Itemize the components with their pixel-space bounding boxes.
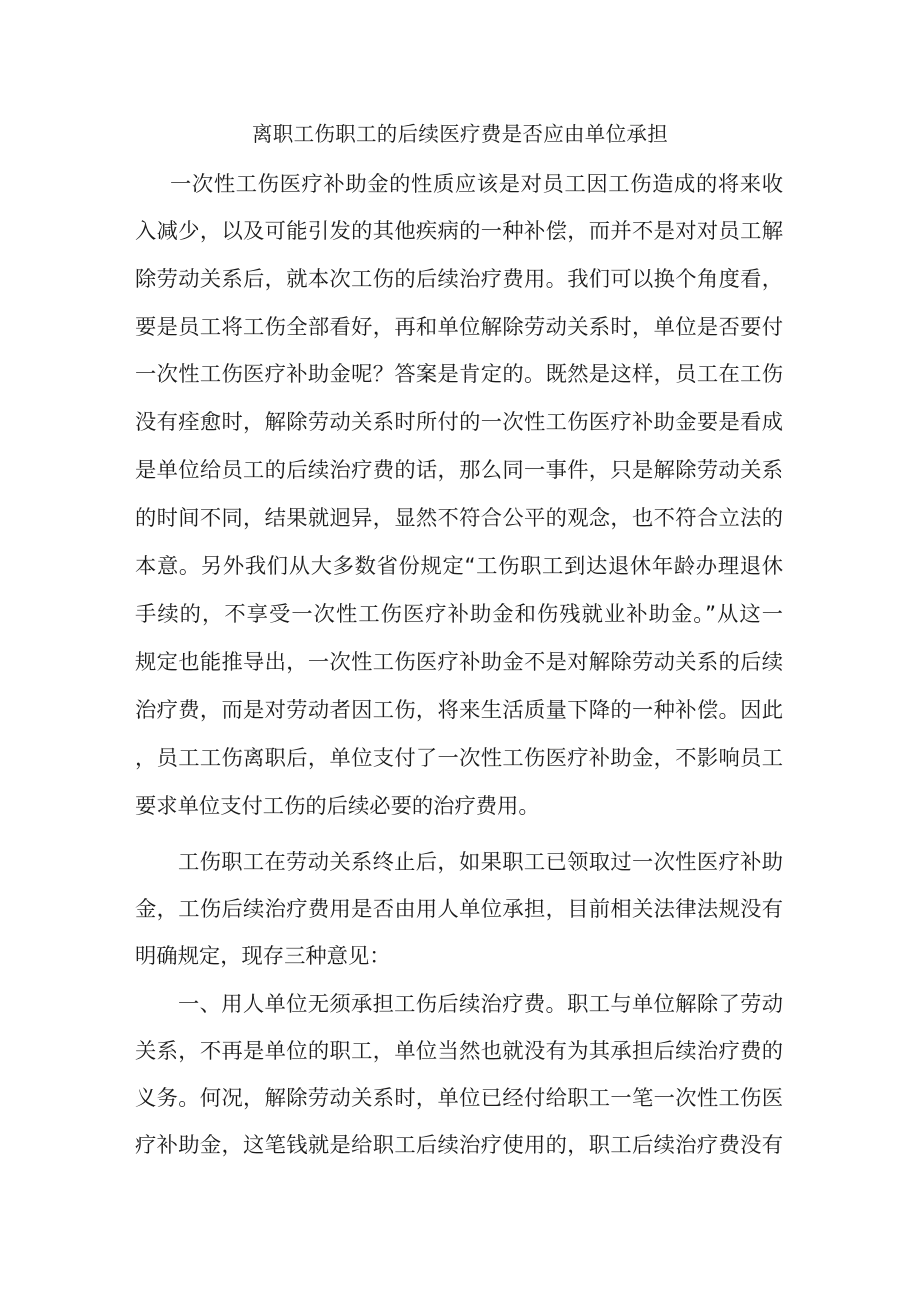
paragraph-line: 要是员工将工伤全部看好，再和单位解除劳动关系时，单位是否要付	[135, 315, 783, 340]
paragraph-line: 是单位给员工的后续治疗费的话，那么同一事件，只是解除劳动关系	[135, 458, 783, 483]
paragraph-line: 一次性工伤医疗补助金的性质应该是对员工因工伤造成的将来收	[170, 172, 783, 197]
paragraph-line: ，员工工伤离职后，单位支付了一次性工伤医疗补助金，不影响员工	[135, 746, 783, 771]
paragraph-line: 关系，不再是单位的职工，单位当然也就没有为其承担后续治疗费的	[135, 1039, 783, 1064]
paragraph-line: 要求单位支付工伤的后续必要的治疗费用。	[135, 794, 540, 819]
paragraph-line: 本意。另外我们从大多数省份规定“工伤职工到达退休年龄办理退休	[135, 554, 783, 579]
paragraph-line: 疗补助金，这笔钱就是给职工后续治疗使用的，职工后续治疗费没有	[135, 1133, 783, 1158]
paragraph-line: 义务。何况，解除劳动关系时，单位已经付给职工一笔一次性工伤医	[135, 1086, 783, 1111]
paragraph-line: 入减少，以及可能引发的其他疾病的一种补偿，而并不是对对员工解	[135, 219, 783, 244]
paragraph-line: 明确规定，现存三种意见：	[135, 944, 391, 969]
paragraph-line: 规定也能推导出，一次性工伤医疗补助金不是对解除劳动关系的后续	[135, 650, 783, 675]
paragraph-line: 治疗费，而是对劳动者因工伤，将来生活质量下降的一种补偿。因此	[135, 698, 783, 723]
paragraph-line: 没有痊愈时，解除劳动关系时所付的一次性工伤医疗补助金要是看成	[135, 410, 783, 435]
paragraph-line: 手续的，不享受一次性工伤医疗补助金和伤残就业补助金。”从这一	[135, 602, 783, 627]
document-title: 离职工伤职工的后续医疗费是否应由单位承担	[252, 122, 668, 146]
paragraph-line: 工伤职工在劳动关系终止后，如果职工已领取过一次性医疗补助	[178, 850, 783, 875]
paragraph-line: 一次性工伤医疗补助金呢？答案是肯定的。既然是这样，员工在工伤	[135, 362, 783, 387]
paragraph-line: 除劳动关系后，就本次工伤的后续治疗费用。我们可以换个角度看，	[135, 267, 783, 292]
paragraph-line: 的时间不同，结果就迥异，显然不符合公平的观念，也不符合立法的	[135, 506, 783, 531]
paragraph-line: 一、用人单位无须承担工伤后续治疗费。职工与单位解除了劳动	[178, 992, 783, 1017]
paragraph-line: 金，工伤后续治疗费用是否由用人单位承担，目前相关法律法规没有	[135, 897, 783, 922]
